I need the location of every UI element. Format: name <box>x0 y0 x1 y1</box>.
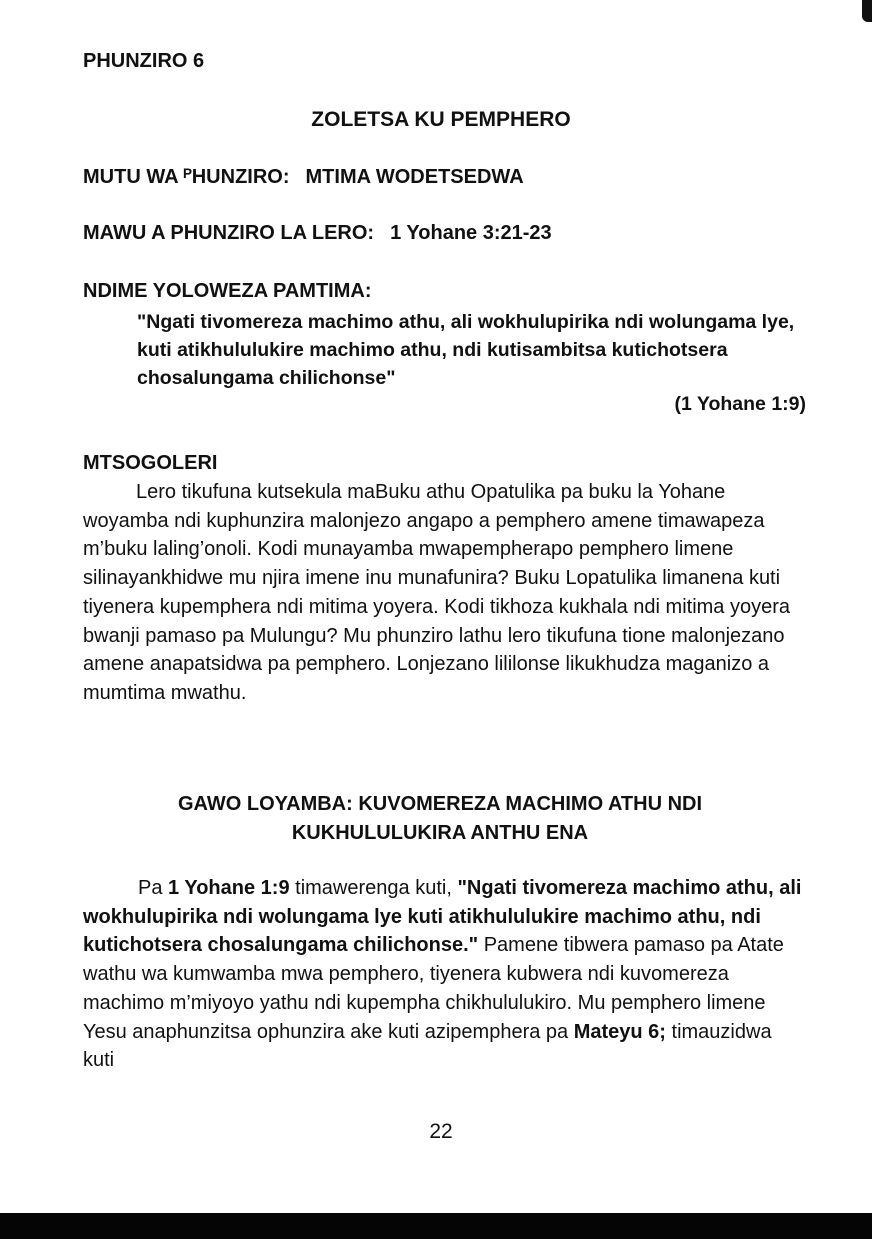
section-heading <box>0 790 872 848</box>
lesson-number: PHUNZIRO 6 <box>83 50 205 72</box>
page-number: 22 <box>429 1120 453 1143</box>
topic-label: MUTU WA ᴾHUNZIRO: <box>83 166 290 188</box>
scripture-row <box>83 222 552 245</box>
scripture-value: 1 Yohane 3:21-23 <box>390 222 552 244</box>
memory-verse-reference: (1 Yohane 1:9) <box>674 393 806 415</box>
topic-value: MTIMA WODETSEDWA <box>305 166 524 188</box>
scan-corner-mark <box>862 0 872 22</box>
scripture-label: MAWU A PHUNZIRO LA LERO: <box>83 222 375 244</box>
para-mid-1: timawerenga kuti, <box>289 877 458 899</box>
scripture-ref-2: Mateyu 6; <box>573 1020 666 1043</box>
scan-bottom-border <box>0 1213 872 1239</box>
topic-row <box>83 166 524 189</box>
para-start: Pa <box>138 877 169 899</box>
section-paragraph <box>83 874 805 1075</box>
intro-paragraph: Lero tikufuna kutsekula maBuku athu Opatulika pa buku la Yohane woyamba ndi kuphunzira malonjezo angapo a pemphero amene timawapeza m’buku laling’onoli. Kodi munayamba mwapempherapo pemphero limene silinayankhidwe mu njira imene inu munafunira? Buku Lopatulika limanena kuti tiyenera kupemphera ndi mitima yoyera. Kodi tikhoza kukhala ndi mitima yoyera bwanji pamaso pa Mulungu? Mu phunziro lathu lero tikufuna tione malonjezano amene anapatsidwa pa pemphero. Lonjezano lililonse likukhudza maganizo a mumtima mwathu. <box>83 481 791 704</box>
intro-heading: MTSOGOLERI <box>83 452 218 474</box>
memory-verse-label: NDIME YOLOWEZA PAMTIMA: <box>83 280 372 302</box>
section-heading-line2: KUKHULULUKIRA ANTHU ENA <box>291 822 589 844</box>
section-heading-line1: GAWO LOYAMBA: KUVOMEREZA MACHIMO ATHU NDI <box>177 793 703 815</box>
para-end: timauzidwa kuti <box>83 1020 772 1072</box>
scripture-ref-1: 1 Yohane 1:9 <box>168 877 290 899</box>
para-mid-2: Pamene tibwera pamaso pa Atate wathu wa kumwamba mwa pemphero, tiyenera kubwera ndi kuvomereza machimo m’miyoyo yathu ndi kupempha chikhululukiro. Mu pemphero limene Yesu anaphunzitsa ophunzira ake kuti azipemphera pa <box>83 934 784 1043</box>
quoted-verse: "Ngati tivomereza machimo athu, ali wokhulupirika ndi wolungama lye kuti atikhululukire machimo athu, ndi kutichotsera chosalungama chilichonse." <box>83 877 802 957</box>
lesson-title: ZOLETSA KU PEMPHERO <box>311 108 571 131</box>
memory-verse-text: "Ngati tivomereza machimo athu, ali wokhulupirika ndi wolungama lye, kuti atikhululukire machimo athu, ndi kutisambitsa kutichotsera chosalungama chilichonse" <box>137 311 795 389</box>
